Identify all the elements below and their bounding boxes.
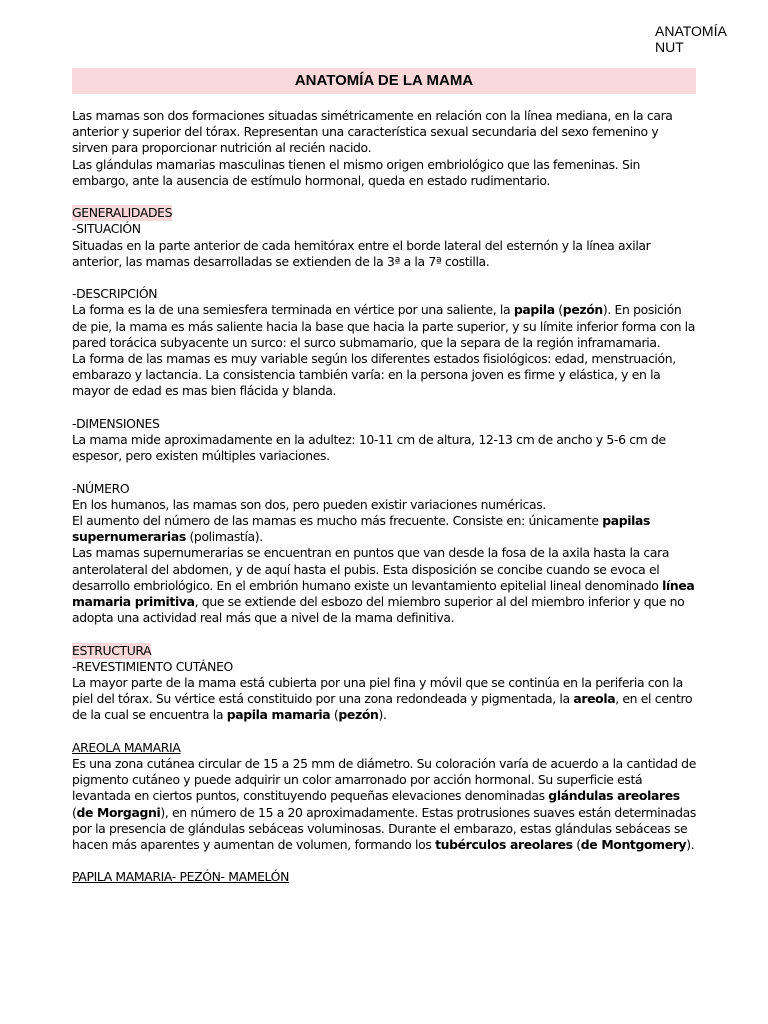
subheading-revestimiento: -REVESTIMIENTO CUTÁNEO — [72, 658, 233, 674]
numero-paragraph-2: El aumento del número de las mamas es mucho más frecuente. Consiste en: únicamente papilas supernumerarias (polimastía). — [72, 513, 651, 545]
subheading-papila-mamaria: PAPILA MAMARIA- PEZÓN- MAMELÓN — [72, 869, 289, 885]
section-heading-generalidades: GENERALIDADES — [72, 205, 173, 221]
situacion-text: Situadas en la parte anterior de cada hemitórax entre el borde lateral del esternón y la línea axilar anterior, las mamas desarrolladas se extienden de la 3ª a la 7ª costilla. — [72, 237, 651, 269]
term-papila-mamaria: papila mamaria — [226, 707, 331, 723]
areola-text: Es una zona cutánea circular de 15 a 25 mm de diámetro. Su coloración varía de acuerdo a la cantidad de pigmento cutáneo y puede adquirir un color amarronado por acción hormonal. Su superficie está levantada en ciertos puntos, constituyendo pequeñas elevaciones denominadas glándulas areolares (de Morgagni), en número de 15 a 20 aproximadamente. Estas protrusiones suaves están determinadas por la presencia de glándulas sebáceas voluminosas. Durante el embarazo, estas glándulas sebáceas se hacen más aparentes y aumentan de volumen, formando los tubérculos areolares (de Montgomery). — [72, 756, 696, 853]
subheading-dimensiones: -DIMENSIONES — [72, 415, 160, 431]
term-tuberculos-areolares: tubérculos areolares — [435, 837, 573, 853]
subheading-situacion: -SITUACIÓN — [72, 221, 141, 237]
header-line-1: ANATOMÍA — [655, 23, 727, 39]
term-papilas-supernumerarias: papilas supernumerarias — [72, 513, 651, 545]
term-de-montgomery: de Montgomery — [580, 837, 687, 853]
term-areola: areola — [573, 691, 616, 707]
term-glandulas-areolares: glándulas areolares — [548, 788, 680, 804]
subheading-areola-mamaria: AREOLA MAMARIA — [72, 739, 181, 755]
numero-paragraph-1: En los humanos, las mamas son dos, pero pueden existir variaciones numéricas. — [72, 496, 546, 512]
document-title: ANATOMÍA DE LA MAMA — [72, 68, 696, 94]
section-heading-estructura: ESTRUCTURA — [72, 642, 152, 658]
descripcion-paragraph-2: La forma de las mamas es muy variable según los diferentes estados fisiológicos: edad, menstruación, embarazo y lactancia. La consistencia también varía: en la persona joven es firme y elástica, y en la mayor de edad es mas bien flácida y blanda. — [72, 351, 676, 399]
revestimiento-text: La mayor parte de la mama está cubierta por una piel fina y móvil que se continúa en la periferia con la piel del tórax. Su vértice está constituido por una zona redondeada y pigmentada, la areola, en el centro de la cual se encuentra la papila mamaria (pezón). — [72, 675, 693, 723]
subheading-numero: -NÚMERO — [72, 480, 130, 496]
document-body — [72, 108, 696, 886]
term-pezon: pezón — [562, 302, 603, 318]
dimensiones-text: La mama mide aproximadamente en la adultez: 10-11 cm de altura, 12-13 cm de ancho y 5-6 cm de espesor, pero existen múltiples variaciones. — [72, 432, 666, 464]
term-pezon-2: pezón — [338, 707, 379, 723]
descripcion-paragraph-1: La forma es la de una semiesfera terminada en vértice por una saliente, la papila (pezón). En posición de pie, la mama es más saliente hacia la base que hacia la parte superior, y su límite inferior forma con la pared torácica subyacente un surco: el surco submamario, que la separa de la región inframamaria. — [72, 302, 696, 350]
term-linea-mamaria-primitiva: línea mamaria primitiva — [72, 577, 695, 610]
document-header — [655, 23, 727, 55]
header-line-2: NUT — [655, 39, 684, 55]
term-papila: papila — [513, 302, 555, 318]
numero-paragraph-3: Las mamas supernumerarias se encuentran en puntos que van desde la fosa de la axila hasta la cara anterolateral del abdomen, y de aquí hasta el pubis. Esta disposición se concibe cuando se evoca el desarrollo embriológico. En el embrión humano existe un levantamiento epitelial lineal denominado línea mamaria primitiva, que se extiende del esbozo del miembro superior al del miembro inferior y que no adopta una actividad real más que a nivel de la mama definitiva. — [72, 545, 695, 626]
subheading-descripcion: -DESCRIPCIÓN — [72, 286, 158, 302]
intro-paragraph-1: Las mamas son dos formaciones situadas simétricamente en relación con la línea mediana, en la cara anterior y superior del tórax. Representan una característica sexual secundaria del sexo femenino y sirven para proporcionar nutrición al recién nacido. — [72, 108, 673, 156]
term-de-morgagni: de Morgagni — [76, 804, 161, 820]
intro-paragraph-2: Las glándulas mamarias masculinas tienen el mismo origen embriológico que las femeninas. Sin embargo, ante la ausencia de estímulo hormonal, queda en estado rudimentario. — [72, 156, 641, 188]
